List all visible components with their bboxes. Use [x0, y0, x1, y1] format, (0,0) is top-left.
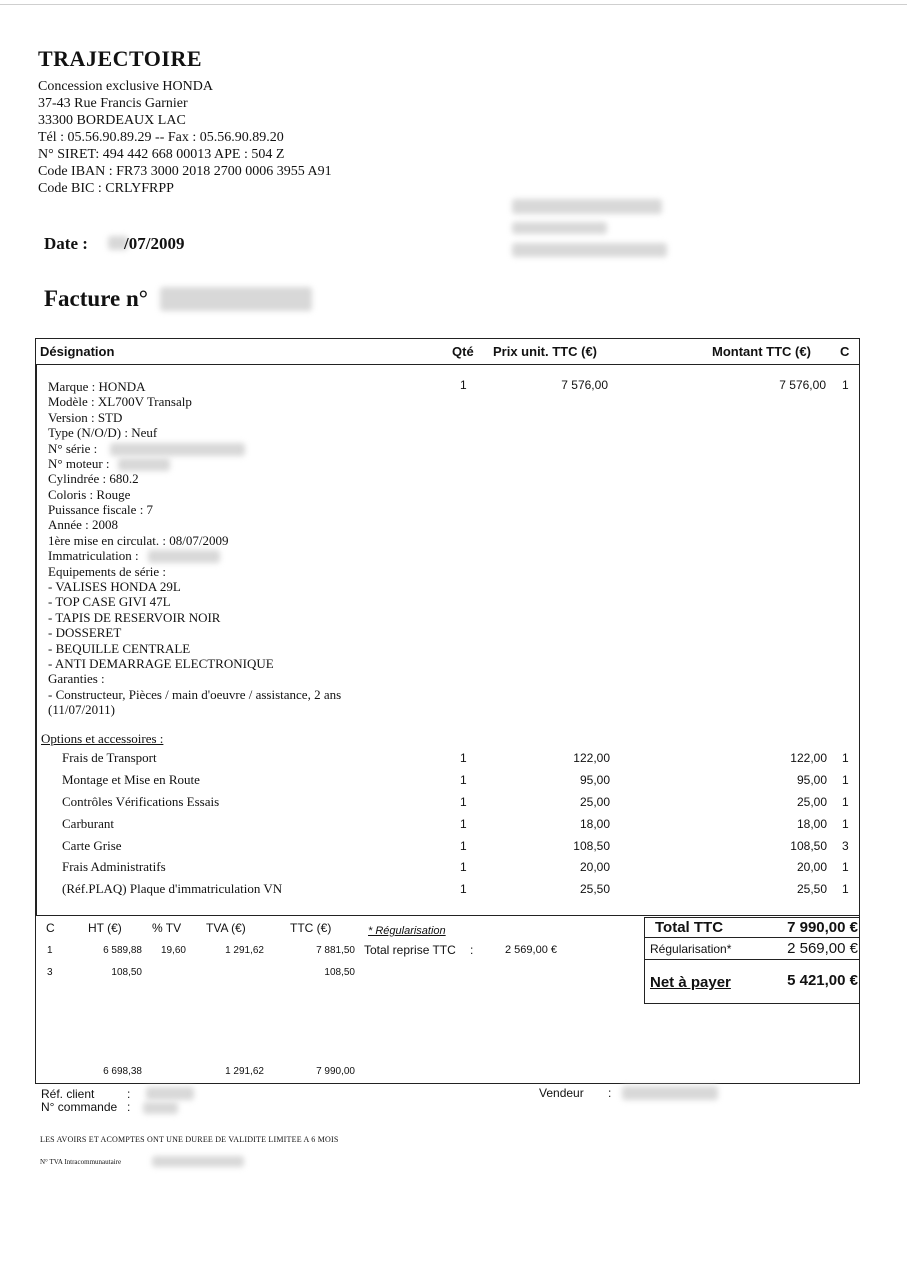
desc-line: (11/07/2011) [48, 702, 115, 717]
summary-row-ttc: 108,50 [324, 967, 355, 978]
desc-line: N° moteur : [48, 456, 110, 471]
option-unit-price: 20,00 [579, 860, 610, 874]
option-code: 1 [842, 817, 849, 831]
vendor-label: Vendeur [539, 1086, 584, 1100]
header-qty: Qté [452, 344, 474, 359]
option-code: 1 [842, 860, 849, 874]
option-amount: 122,00 [790, 751, 827, 765]
summary-row-tva: 1 291,62 [225, 945, 264, 956]
reprise-value: 2 569,00 € [505, 944, 557, 956]
option-amount: 18,00 [796, 817, 827, 831]
header-unit-price: Prix unit. TTC (€) [493, 344, 597, 359]
option-qty: 1 [460, 817, 467, 831]
desc-line: - BEQUILLE CENTRALE [48, 641, 191, 656]
option-unit-price: 122,00 [573, 751, 610, 765]
company-name: TRAJECTOIRE [38, 46, 203, 71]
main-item-code: 1 [842, 378, 849, 392]
regularisation-value: 2 569,00 € [787, 940, 858, 957]
header-rule [36, 364, 859, 365]
option-amount: 108,50 [790, 839, 827, 853]
header-amount: Montant TTC (€) [712, 344, 811, 359]
options-title: Options et accessoires : [41, 731, 164, 746]
vat-number-label: N° TVA Intracommunautaire [40, 1158, 122, 1166]
summary-header-tva: TVA (€) [206, 921, 246, 935]
option-label: Montage et Mise en Route [62, 772, 200, 787]
company-phone-fax: Tél : 05.56.90.89.29 -- Fax : 05.56.90.89.20 [38, 130, 284, 145]
summary-total-ttc: 7 990,00 [316, 1066, 355, 1077]
option-qty: 1 [460, 882, 467, 896]
order-number-colon: : [127, 1100, 131, 1114]
ref-client-colon: : [127, 1087, 131, 1101]
order-number-label: N° commande [41, 1100, 118, 1114]
desc-line: - ANTI DEMARRAGE ELECTRONIQUE [48, 656, 274, 671]
option-unit-price: 25,50 [579, 882, 610, 896]
summary-row-ttc: 7 881,50 [316, 945, 355, 956]
redacted-order-number [143, 1102, 178, 1114]
redacted-customer-city [512, 243, 667, 257]
option-code: 3 [842, 839, 849, 853]
company-city: 33300 BORDEAUX LAC [38, 113, 186, 128]
main-item-amount: 7 576,00 [779, 378, 826, 392]
summary-total-ht: 6 698,38 [103, 1066, 142, 1077]
redacted-customer-name [512, 199, 662, 214]
redacted-serial-number [110, 443, 245, 456]
regularisation-label: Régularisation* [650, 942, 732, 956]
option-label: Contrôles Vérifications Essais [62, 794, 220, 809]
redacted-registration [148, 550, 220, 563]
option-label: Frais Administratifs [62, 859, 166, 874]
option-unit-price: 95,00 [579, 773, 610, 787]
option-unit-price: 18,00 [579, 817, 610, 831]
summary-row-tv: 19,60 [160, 945, 186, 956]
option-label: Carte Grise [62, 838, 122, 853]
option-unit-price: 25,00 [579, 795, 610, 809]
main-item-qty: 1 [460, 378, 467, 392]
summary-row-ht: 108,50 [111, 967, 142, 978]
redacted-invoice-number [160, 287, 312, 311]
option-amount: 95,00 [796, 773, 827, 787]
summary-header-c: C [46, 921, 55, 935]
option-label: Carburant [62, 816, 114, 831]
desc-line: Coloris : Rouge [48, 487, 131, 502]
redacted-customer-address [512, 222, 607, 234]
invoice-number-label: Facture n° [44, 286, 148, 311]
totals-box-rule [644, 959, 860, 960]
desc-line: - VALISES HONDA 29L [48, 579, 181, 594]
reprise-label: Total reprise TTC [364, 943, 456, 957]
company-tagline: Concession exclusive HONDA [38, 79, 213, 94]
redacted-engine-number [118, 458, 170, 471]
desc-line: Puissance fiscale : 7 [48, 502, 154, 517]
option-label: (Réf.PLAQ) Plaque d'immatriculation VN [62, 881, 283, 896]
company-street: 37-43 Rue Francis Garnier [38, 96, 188, 111]
company-bic: Code BIC : CRLYFRPP [38, 181, 174, 196]
header-code: C [840, 344, 850, 359]
summary-header-tv: % TV [152, 921, 182, 935]
desc-line: Année : 2008 [48, 517, 119, 532]
desc-line: Equipements de série : [48, 564, 167, 579]
regularisation-title: * Régularisation [368, 925, 446, 937]
option-code: 1 [842, 773, 849, 787]
desc-line: Immatriculation : [48, 548, 139, 563]
summary-header-ttc: TTC (€) [290, 921, 332, 935]
ref-client-label: Réf. client [41, 1087, 95, 1101]
option-qty: 1 [460, 751, 467, 765]
desc-line: - DOSSERET [48, 625, 122, 640]
date-label: Date : [44, 234, 88, 253]
option-amount: 20,00 [796, 860, 827, 874]
validity-notice: LES AVOIRS ET ACOMPTES ONT UNE DUREE DE VALIDITE LIMITEE A 6 MOIS [40, 1135, 339, 1144]
company-siret: N° SIRET: 494 442 668 00013 APE : 504 Z [38, 147, 285, 162]
desc-line: - TAPIS DE RESERVOIR NOIR [48, 610, 221, 625]
option-amount: 25,00 [796, 795, 827, 809]
desc-line: Version : STD [48, 410, 123, 425]
desc-line: Garanties : [48, 671, 105, 686]
desc-line: - TOP CASE GIVI 47L [48, 594, 171, 609]
desc-line: N° série : [48, 441, 98, 456]
summary-row-c: 1 [47, 945, 53, 956]
top-scan-line [0, 4, 907, 5]
company-iban: Code IBAN : FR73 3000 2018 2700 0006 3955 A91 [38, 164, 332, 179]
net-a-payer-label: Net à payer [650, 974, 731, 991]
summary-header-ht: HT (€) [88, 921, 122, 935]
option-unit-price: 108,50 [573, 839, 610, 853]
vendor-colon: : [608, 1086, 612, 1100]
desc-line: Type (N/O/D) : Neuf [48, 425, 158, 440]
reprise-colon: : [470, 943, 474, 957]
option-qty: 1 [460, 795, 467, 809]
option-qty: 1 [460, 839, 467, 853]
summary-rule [36, 915, 859, 916]
main-item-unit-price: 7 576,00 [561, 378, 608, 392]
option-amount: 25,50 [796, 882, 827, 896]
total-ttc-label: Total TTC [655, 919, 724, 936]
redacted-vat-number [152, 1156, 244, 1167]
net-a-payer-value: 5 421,00 € [787, 972, 858, 989]
option-code: 1 [842, 882, 849, 896]
option-qty: 1 [460, 773, 467, 787]
table-left-rule [36, 364, 37, 915]
option-label: Frais de Transport [62, 750, 157, 765]
option-qty: 1 [460, 860, 467, 874]
desc-line: Marque : HONDA [48, 379, 146, 394]
desc-line: 1ère mise en circulat. : 08/07/2009 [48, 533, 229, 548]
total-ttc-value: 7 990,00 € [787, 919, 858, 936]
redacted-vendor [622, 1086, 718, 1100]
date-value: /07/2009 [124, 234, 185, 253]
totals-box-rule [644, 937, 860, 938]
option-code: 1 [842, 795, 849, 809]
desc-line: - Constructeur, Pièces / main d'oeuvre / assistance, 2 ans [48, 687, 342, 702]
summary-row-c: 3 [47, 967, 53, 978]
desc-line: Modèle : XL700V Transalp [48, 394, 192, 409]
header-designation: Désignation [40, 344, 115, 359]
option-code: 1 [842, 751, 849, 765]
summary-total-tva: 1 291,62 [225, 1066, 264, 1077]
summary-row-ht: 6 589,88 [103, 945, 142, 956]
desc-line: Cylindrée : 680.2 [48, 471, 139, 486]
redacted-ref-client [146, 1087, 194, 1100]
